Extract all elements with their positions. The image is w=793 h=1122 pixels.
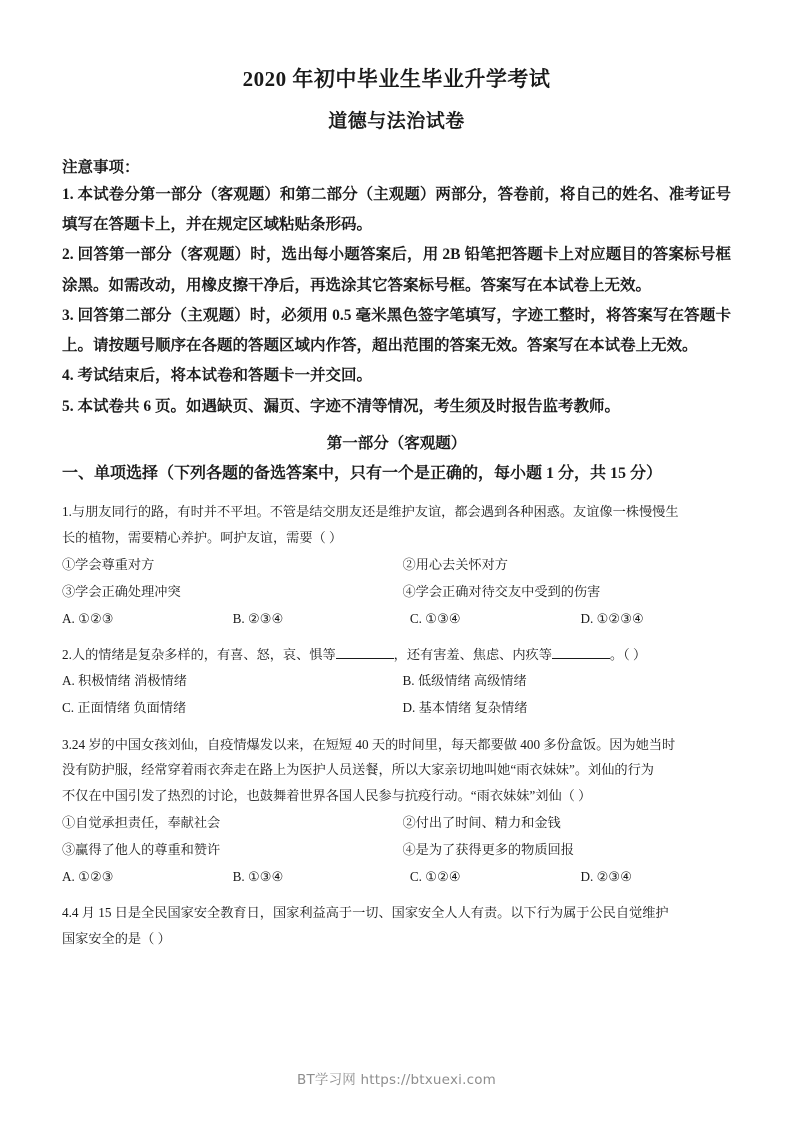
question-1-stem-line-2: 长的植物，需要精心养护。呵护友谊，需要（ ） (62, 529, 343, 545)
question-2-choice-d[interactable]: D. 基本情绪 复杂情绪 (402, 700, 528, 716)
question-1-statement-2: ②用心去关怀对方 (402, 556, 508, 572)
notice-item-1: 1. 本试卷分第一部分（客观题）和第二部分（主观题）两部分，答卷前，将自己的姓名、准考证号填写在答题卡上，并在规定区域粘贴条形码。 (62, 186, 731, 234)
question-3-stem-line-1: 3.24 岁的中国女孩刘仙，自疫情爆发以来，在短短 40 天的时间里，每天都要做 400 多份盒饭。因为她当时 (62, 736, 676, 752)
question-3-stem-line-3: 不仅在中国引发了热烈的讨论，也鼓舞着世界各国人民参与抗疫行动。“雨衣妹妹”刘仙（ ） (62, 788, 592, 804)
question-3-stem-line-2: 没有防护服，经常穿着雨衣奔走在路上为医护人员送餐，所以大家亲切地叫她“雨衣妹妹”。刘仙的行为 (62, 762, 654, 778)
question-1 (62, 499, 731, 632)
question-3-choice-c[interactable]: C. ①②④ (409, 868, 461, 884)
question-1-stem-line-1: 1.与朋友同行的路，有时并不平坦。不管是结交朋友还是维护友谊，都会遇到各种困惑。友谊像一株慢慢生 (62, 504, 679, 520)
section-title: 一、单项选择（下列各题的备选答案中，只有一个是正确的，每小题 1 分，共 15 分） (62, 464, 663, 482)
question-2-stem-part-3: 。（ ） (609, 646, 647, 662)
notice-item-5: 5. 本试卷共 6 页。如遇缺页、漏页、字迹不清等情况，考生须及时报告监考教师。 (62, 397, 621, 415)
question-2-stem-part-1: 2.人的情绪是复杂多样的，有喜、怒，哀、惧等 (62, 646, 336, 662)
question-1-choice-b[interactable]: B. ②③④ (232, 610, 284, 626)
page-subtitle: 道德与法治试卷 (328, 111, 465, 133)
question-2-choice-b[interactable]: B. 低级情绪 高级情绪 (402, 673, 527, 689)
question-4-stem-line-2: 国家安全的是（ ） (62, 930, 171, 946)
question-3-choice-d[interactable]: D. ②③④ (580, 868, 633, 884)
question-3-choices (62, 863, 731, 890)
question-2-blank-1 (336, 645, 394, 659)
question-2 (62, 642, 731, 722)
notice-item-3: 3. 回答第二部分（主观题）时，必须用 0.5 毫米黑色签字笔填写，字迹工整时，将答案写在答题卡上。请按题号顺序在各题的答题区域内作答，超出范围的答案无效。答案写在本试卷上无效。 (62, 306, 731, 355)
question-1-statement-4: ④学会正确对待交友中受到的伤害 (402, 583, 601, 599)
question-1-statement-3: ③学会正确处理冲突 (62, 583, 181, 599)
question-3-statement-4: ④是为了获得更多的物质回报 (402, 841, 574, 857)
question-3-choice-b[interactable]: B. ①③④ (232, 868, 284, 884)
question-1-statement-1: ①学会尊重对方 (62, 556, 155, 572)
question-3 (62, 732, 731, 890)
question-4-stem-line-1: 4.4 月 15 日是全民国家安全教育日，国家利益高于一切、国家安全人人有责。以下行为属于公民自觉维护 (62, 904, 669, 920)
question-3-statements-row-2 (62, 836, 731, 863)
question-4 (62, 900, 731, 951)
question-2-blank-2 (552, 645, 610, 659)
question-3-statements-row-1 (62, 809, 731, 836)
question-3-choice-a[interactable]: A. ①②③ (62, 868, 114, 884)
notice-item-2: 2. 回答第一部分（客观题）时，选出每小题答案后，用 2B 铅笔把答题卡上对应题目的答案标号框涂黑。如需改动，用橡皮擦干净后，再选涂其它答案标号框。答案写在本试卷上无效。 (62, 246, 731, 294)
footer-watermark: BT学习网 https://btxuexi.com (296, 1072, 497, 1088)
notice-heading: 注意事项： (62, 158, 140, 176)
question-2-choices-row-1 (62, 667, 731, 694)
page-title: 2020 年初中毕业生毕业升学考试 (242, 67, 551, 91)
question-1-choice-d[interactable]: D. ①②③④ (580, 610, 644, 626)
question-3-statement-1: ①自觉承担责任，奉献社会 (62, 814, 221, 830)
question-1-statements-row-1 (62, 551, 731, 578)
question-3-statement-2: ②付出了时间、精力和金钱 (402, 814, 561, 830)
question-3-statement-3: ③赢得了他人的尊重和赞许 (62, 841, 221, 857)
question-2-choice-a[interactable]: A. 积极情绪 消极情绪 (62, 673, 187, 689)
question-1-statements-row-2 (62, 578, 731, 605)
question-2-stem-part-2: ，还有害羞、焦虑、内疚等 (393, 646, 552, 662)
question-2-stem (62, 642, 731, 668)
question-1-choices (62, 605, 731, 632)
notice-item-4: 4. 考试结束后，将本试卷和答题卡一并交回。 (62, 367, 373, 385)
question-2-choice-c[interactable]: C. 正面情绪 负面情绪 (62, 700, 187, 716)
question-2-choices-row-2 (62, 694, 731, 721)
question-1-choice-c[interactable]: C. ①③④ (409, 610, 461, 626)
question-1-choice-a[interactable]: A. ①②③ (62, 610, 114, 626)
part-title: 第一部分（客观题） (326, 434, 467, 452)
